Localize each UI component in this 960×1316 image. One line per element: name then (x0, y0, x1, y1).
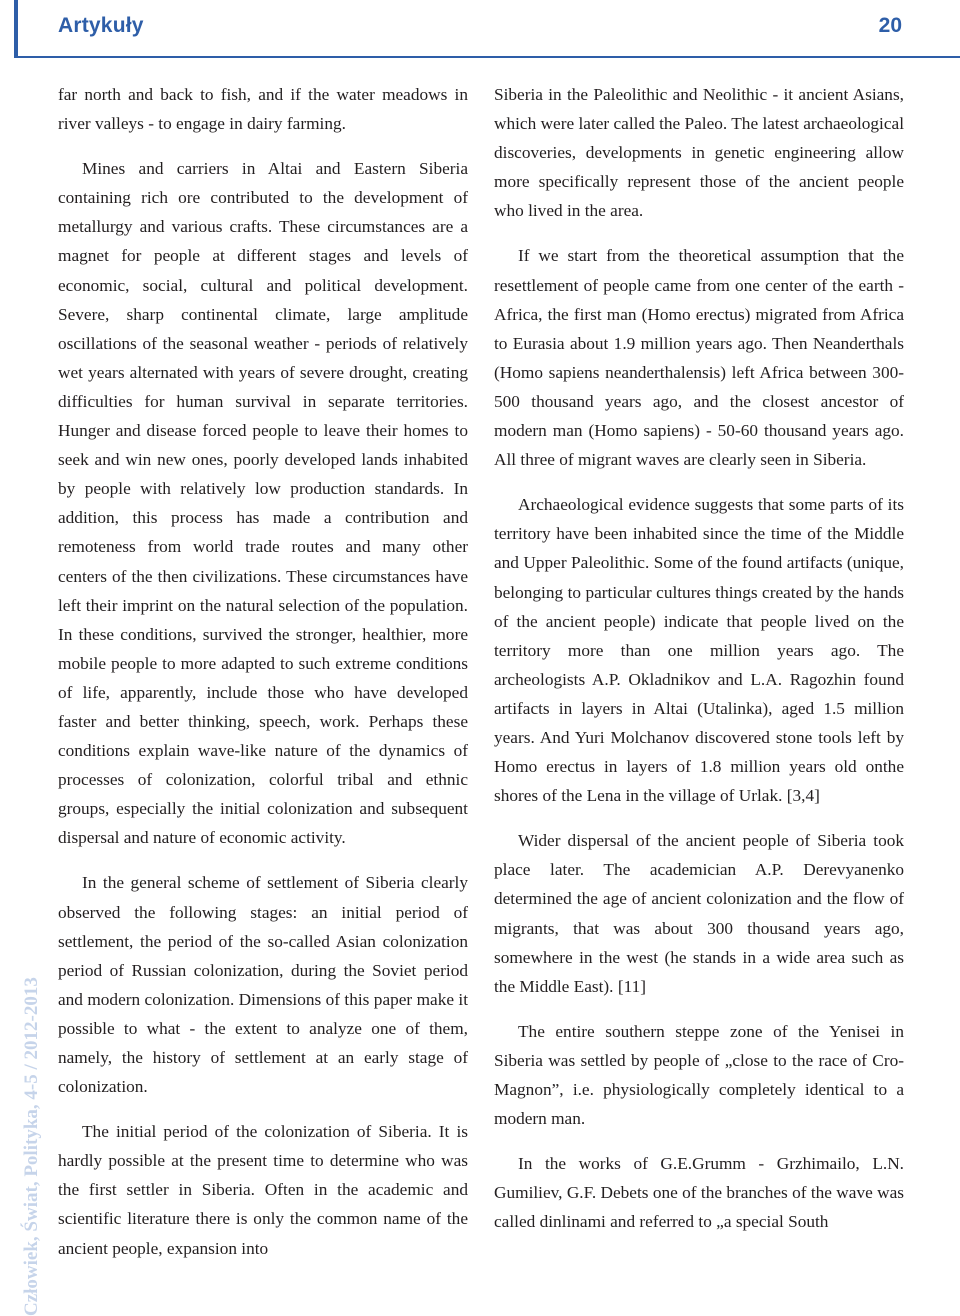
paragraph: If we start from the theoretical assumption that the resettlement of people came from one center of the earth - Africa, the first man (Homo erectus) migrated from Africa to Eurasia about 1.9 million years ago. Then Neanderthals (Homo sapiens neanderthalensis) left Africa between 300-500 thousand years ago, and the closest ancestor of modern man (Homo sapiens) - 50-60 thousand years ago. All three of migrant waves are clearly seen in Siberia. (494, 246, 904, 470)
paragraph: In the general scheme of settlement of Siberia clearly observed the following stages: an initial period of settlement, the period of the so-called Asian colonization period of Russian colonization, during the Soviet period and modern colonization. Dimensions of this paper make it possible to what - the extent to analyze one of them, namely, the history of settlement at an early stage of colonization. (58, 873, 468, 1097)
paragraph: far north and back to fish, and if the water meadows in river valleys - to engage in dairy farming. (58, 85, 468, 134)
paragraph: The entire southern steppe zone of the Yenisei in Siberia was settled by people of „close to the race of Cro-Magnon”, i.e. physiologically completely identical to a modern man. (494, 1021, 904, 1129)
paragraph: Wider dispersal of the ancient people of Siberia took place later. The academician A.P. Derevyanenko determined the age of ancient colonization and the flow of migrants, that was about 300 thousand years ago, somewhere in the west (he stands in a wide area such as the Middle East). [11] (494, 831, 904, 996)
paragraph: Archaeological evidence suggests that some parts of its territory have been inhabited since the time of the Middle and Upper Paleolithic. Some of the found artifacts (unique, belonging to particular cultures things created by the hands of the ancient people) indicate that people lived on the territory more than one million years ago. The archeologists A.P. Okladnikov and L.A. Ragozhin found artifacts in layers in Altai (Utalinka), aged 1.5 million years. And Yuri Molchanov discovered stone tools left by Homo erectus in layers of 1.8 million years old onthe shores of the Lena in the village of Urlak. [3,4] (494, 495, 904, 806)
right-column (494, 80, 904, 1252)
paragraph: Mines and carriers in Altai and Eastern Siberia containing rich ore contributed to the development of metallurgy and various crafts. These circumstances are a magnet for people at different stages and levels of economic, social, cultural and political development. Severe, sharp continental climate, large amplitude oscillations of the seasonal weather - periods of relatively wet years alternated with years of severe drought, creating difficulties for human survival in separate territories. Hunger and disease forced people to leave their homes to seek and win new ones, poorly developed lands inhabited by people with relatively low production standards. In addition, this process has made a contribution and remoteness from world trade routes and many other centers of the then civilizations. These circumstances have left their imprint on the natural selection of the population. In these conditions, survived the stronger, healthier, more mobile people to more adapted to such extreme conditions of life, apparently, include those who have developed faster and better thinking, speech, work. Perhaps these conditions explain wave-like nature of the dynamics of processes of colonization, colorful tribal and ethnic groups, especially the initial colonization and subsequent dispersal and nature of economic activity. (58, 159, 468, 848)
header-accent-bar (14, 0, 18, 58)
paragraph: Siberia in the Paleolithic and Neolithic - it ancient Asians, which were later called the Paleo. The latest archaeological discoveries, developments in genetic engineering allow more specifically represent those of the ancient people who lived in the area. (494, 85, 904, 221)
paragraph: In the works of G.E.Grumm - Grzhimailo, L.N. Gumiliev, G.F. Debets one of the branches of the wave was called dinlinami and referred to „a special South (494, 1154, 904, 1232)
section-title: Artykuły (58, 14, 144, 37)
page-header (0, 0, 960, 52)
journal-side-caption: Człowiek, Świat, Polityka, 4-5 / 2012-2013 (21, 977, 42, 1316)
left-column (58, 80, 468, 1279)
header-rule (14, 56, 960, 58)
page-number: 20 (878, 14, 902, 37)
paragraph: The initial period of the colonization of Siberia. It is hardly possible at the present time to determine who was the first settler in Siberia. Often in the academic and scientific literature there is only the common name of the ancient people, expansion into (58, 1122, 468, 1258)
